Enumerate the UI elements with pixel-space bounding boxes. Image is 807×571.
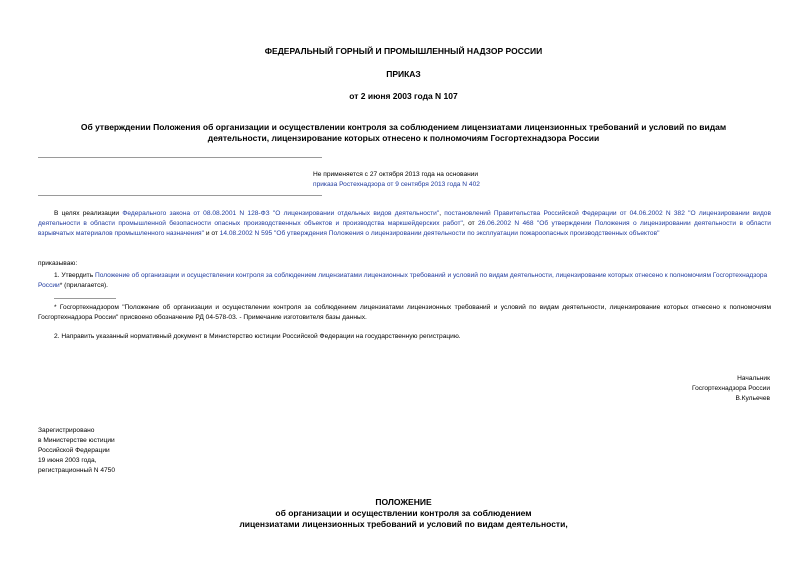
preamble-sep-1: , [439, 210, 442, 217]
preamble-sep-3: и от [203, 230, 218, 237]
footnote-divider [54, 298, 116, 299]
preamble-paragraph [38, 209, 771, 239]
status-note-text: Не применяется с 27 октября 2013 года на основании [313, 171, 479, 178]
item-1-suffix: * (прилагается). [59, 282, 108, 289]
registration-block [38, 426, 115, 476]
decree-595-link[interactable]: 14.08.2002 N 595 "Об утверждения Положения о лицензировании деятельности по эксплуатации пожароопасных производственных объектов" [219, 230, 660, 237]
registration-line-3: Российской Федерации [38, 447, 110, 454]
document-type: ПРИКАЗ [386, 69, 421, 79]
registration-line-2: в Министерстве юстиции [38, 437, 115, 444]
appendix-subtitle-line-2: лицензиатами лицензионных требований и условий по видам деятельности, [239, 519, 568, 529]
appendix-title: ПОЛОЖЕНИЕ [375, 497, 432, 507]
appendix-subtitle-line-1: об организации и осуществлении контроля за соблюдением [275, 508, 532, 518]
decree-382-link[interactable]: постановлений Правительства Российской Федерации от 04.06.2002 N 382 "О лицензировании видов деятельности в области промышленной безопасности опасных производственных объектов и производства маркшейдерских работ" [38, 210, 771, 227]
signature-name: В.Кульечев [735, 395, 770, 402]
preamble-sep-2: , от [462, 220, 475, 227]
agency-title: ФЕДЕРАЛЬНЫЙ ГОРНЫЙ И ПРОМЫШЛЕННЫЙ НАДЗОР РОССИИ [264, 46, 543, 56]
signature-title-2: Госгортехнадзора России [692, 385, 770, 392]
divider-top [38, 157, 322, 158]
footnote-text: * Госгортехнадзором "Положение об организации и осуществлении контроля за соблюдением лицензиатами лицензионных требований и условий по видам деятельности, лицензирование которых отнесено к полномочиям Госгортехнадзора России" присвоено обозначение РД 04-578-03. - Примечание изготовителя базы данных. [38, 304, 771, 321]
signature-title-1: Начальник [737, 375, 770, 382]
document-subject-line-2: деятельности, лицензирование которых отнесено к полномочиям Госгортехнадзора России [207, 133, 600, 143]
divider-bottom [38, 195, 322, 196]
order-word: приказываю: [38, 260, 78, 267]
registration-line-1: Зарегистрировано [38, 427, 95, 434]
item-1-paragraph [38, 271, 771, 291]
registration-line-5: регистрационный N 4750 [38, 467, 116, 474]
status-note-link[interactable]: приказа Ростехнадзора от 9 сентября 2013 года N 402 [313, 181, 480, 188]
document-date-number: от 2 июня 2003 года N 107 [349, 91, 458, 101]
registration-line-4: 19 июня 2003 года, [38, 457, 97, 464]
document-subject-line-1: Об утверждении Положения об организации и осуществлении контроля за соблюдением лицензиатами лицензионных требований и условий по видам [80, 122, 727, 132]
law-link[interactable]: Федерального закона от 08.08.2001 N 128-ФЗ "О лицензировании отдельных видов деятельности" [122, 210, 440, 217]
item-1-prefix: 1. Утвердить [54, 272, 94, 279]
item-2-text: 2. Направить указанный нормативный документ в Министерство юстиции Российской Федерации на государственную регистрацию. [54, 333, 461, 340]
decree-468-link[interactable]: 26.06.2002 N 468 "Об утверждении Положения о лицензировании деятельности в области взрывчатых материалов промышленного назначения" [38, 220, 771, 237]
preamble-intro: В целях реализации [54, 210, 120, 217]
signature-block [692, 374, 770, 404]
regulation-link[interactable]: Положение об организации и осуществлении контроля за соблюдением лицензиатами лицензионных требований и условий по видам деятельности, лицензирование которых отнесено к полномочиям Госгортехнадзора России [38, 272, 768, 289]
